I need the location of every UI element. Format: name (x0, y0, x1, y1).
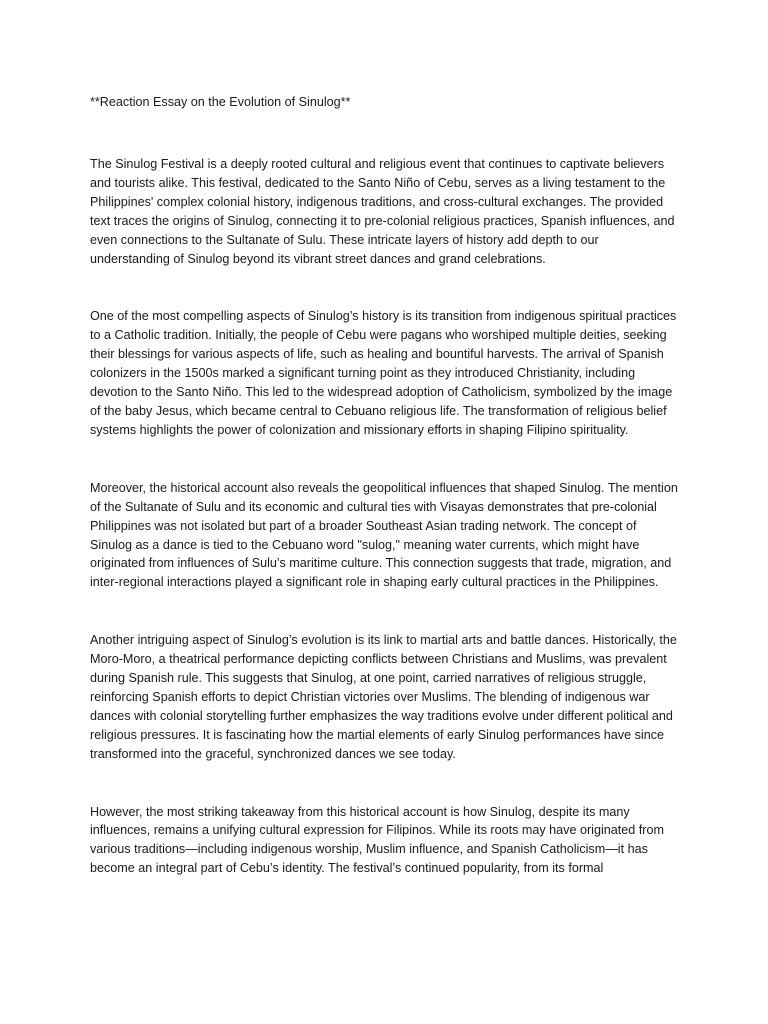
essay-title: **Reaction Essay on the Evolution of Sinulog** (90, 95, 351, 109)
paragraph-martial-arts: Another intriguing aspect of Sinulog’s evolution is its link to martial arts and battle dances. Historically, the Moro-Moro, a theatrical performance depicting conflicts between Christians and Muslims, was prevalent during Spanish rule. This suggests that Sinulog, at one point, carried narratives of religious struggle, reinforcing Spanish efforts to depict Christian victories over Muslims. The blending of indigenous war dances with colonial storytelling further emphasizes the way traditions evolve under different political and religious pressures. It is fascinating how the martial elements of early Sinulog performances have since transformed into the graceful, synchronized dances we see today. (90, 633, 677, 761)
document-body (90, 93, 680, 917)
paragraph-geopolitical-influences: Moreover, the historical account also reveals the geopolitical influences that shaped Sinulog. The mention of the Sultanate of Sulu and its economic and cultural ties with Visayas demonstrates that pre-colonial Philippines was not isolated but part of a broader Southeast Asian trading network. The concept of Sinulog as a dance is tied to the Cebuano word "sulog," meaning water currents, which might have originated from influences of Sulu’s maritime culture. This connection suggests that trade, migration, and inter-regional interactions played a significant role in shaping early cultural practices in the Philippines. (90, 480, 678, 590)
paragraph-unifying-expression: However, the most striking takeaway from this historical account is how Sinulog, despite its many influences, remains a unifying cultural expression for Filipinos. While its roots may have originated from various traditions—including indigenous worship, Muslim influence, and Spanish Catholicism—it has become an integral part of Cebu’s identity. The festival’s continued popularity, from its formal (90, 804, 664, 876)
paragraph-intro: The Sinulog Festival is a deeply rooted cultural and religious event that continues to captivate believers and tourists alike. This festival, dedicated to the Santo Niño of Cebu, serves as a living testament to the Philippines' complex colonial history, indigenous traditions, and cross-cultural exchanges. The provided text traces the origins of Sinulog, connecting it to pre-colonial religious practices, Spanish influences, and even connections to the Sultanate of Sulu. These intricate layers of history add depth to our understanding of Sinulog beyond its vibrant street dances and grand celebrations. (90, 157, 675, 266)
paragraph-religious-transition: One of the most compelling aspects of Sinulog’s history is its transition from indigenous spiritual practices to a Catholic tradition. Initially, the people of Cebu were pagans who worshiped multiple deities, seeking their blessings for various aspects of life, such as healing and bountiful harvests. The arrival of Spanish colonizers in the 1500s marked a significant turning point as they introduced Christianity, including devotion to the Santo Niño. This led to the widespread adoption of Catholicism, symbolized by the image of the baby Jesus, which became central to Cebuano religious life. The transformation of religious belief systems highlights the power of colonization and missionary efforts in shaping Filipino spirituality. (90, 309, 677, 437)
